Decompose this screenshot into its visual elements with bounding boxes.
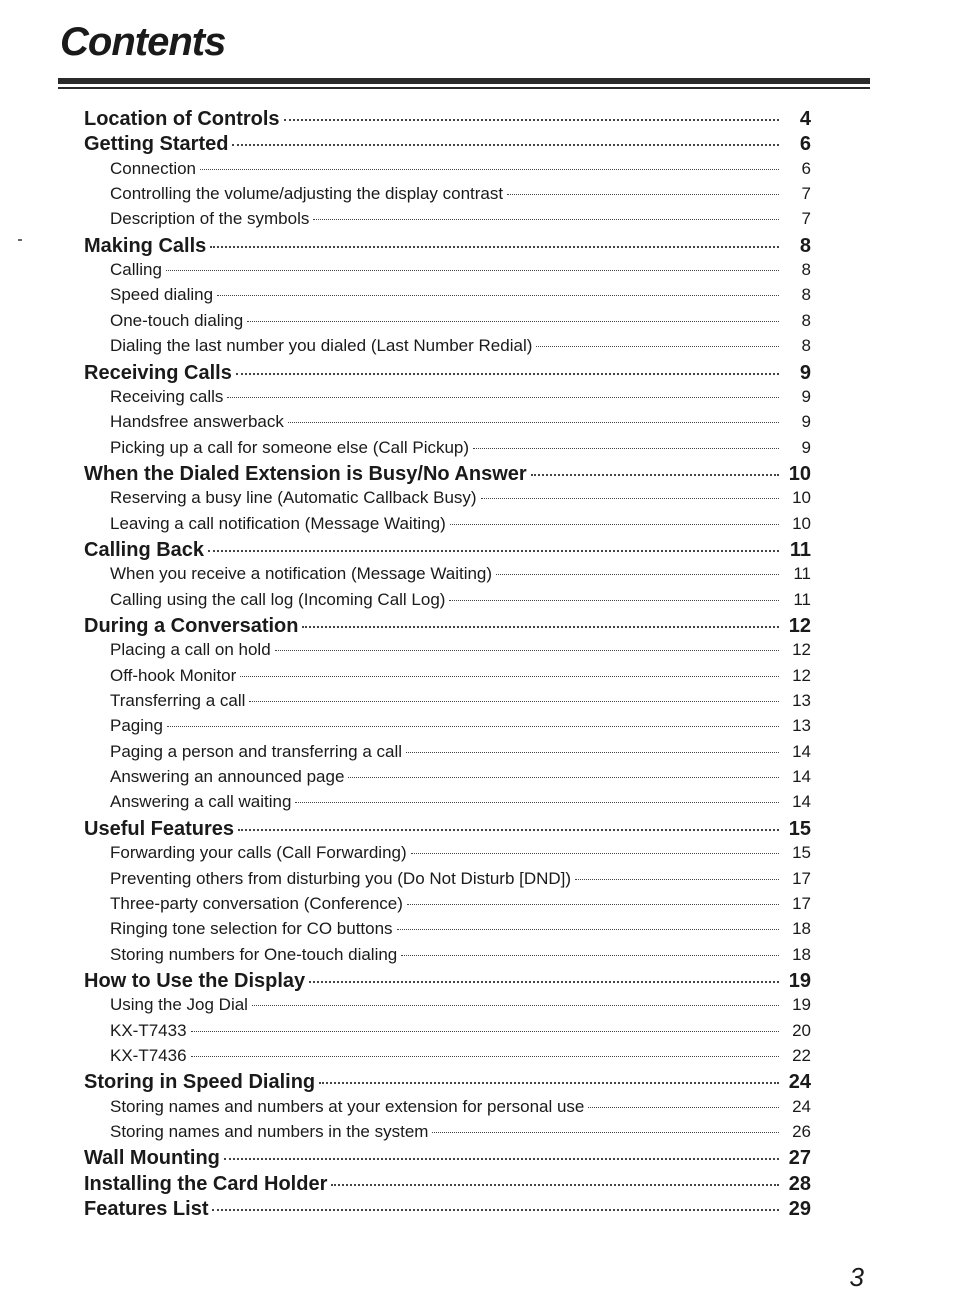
dot-leader [411,853,779,854]
dot-leader [224,1158,779,1160]
toc-subentry[interactable] [110,843,811,863]
dot-leader [212,1209,779,1211]
toc-subentry[interactable] [110,945,811,965]
toc-entry-page: 12 [792,665,811,685]
dot-leader [450,524,779,525]
dot-leader [348,777,779,778]
toc-subentry[interactable] [110,792,811,812]
dot-leader [210,246,779,248]
dot-leader [397,929,779,930]
toc-subentry[interactable] [110,1046,811,1066]
dot-leader [232,144,779,146]
toc-subentry[interactable] [110,691,811,711]
dot-leader [302,626,779,628]
toc-entry-label: Preventing others from disturbing you (Do Not Disturb [DND]) [110,868,572,888]
toc-entry-page: 8 [801,310,811,330]
toc-entry-page: 9 [801,386,811,406]
toc-entry-page: 17 [792,893,811,913]
toc-subentry[interactable] [110,488,811,508]
toc-entry-label: Receiving Calls [84,361,232,384]
toc-entry-page: 11 [793,589,811,609]
toc-entry-page: 29 [788,1198,811,1221]
dot-leader [432,1132,779,1133]
toc-entry-page: 8 [801,285,811,305]
toc-entry-page: 8 [801,336,811,356]
dot-leader [531,474,779,476]
toc-entry-label: Answering an announced page [110,767,345,787]
toc-entry-label: Placing a call on hold [110,640,271,660]
toc-subentry[interactable] [110,767,811,787]
toc-entry-page: 13 [792,716,811,736]
toc-entry-label: KX-T7433 [110,1020,187,1040]
dot-leader [496,574,779,575]
dot-leader [284,119,779,121]
toc-section-entry[interactable] [84,1173,811,1196]
toc-entry-label: Storing in Speed Dialing [84,1071,316,1094]
toc-entry-label: How to Use the Display [84,969,306,992]
toc-subentry[interactable] [110,159,811,179]
toc-entry-label: Controlling the volume/adjusting the display contrast [110,184,504,204]
toc-subentry[interactable] [110,894,811,914]
page-title: Contents [60,20,226,64]
toc-entry-page: 7 [801,184,811,204]
dot-leader [208,550,779,552]
toc-entry-page: 20 [792,1020,811,1040]
toc-entry-label: Reserving a busy line (Automatic Callback Busy) [110,488,477,508]
toc-entry-label: Dialing the last number you dialed (Last Number Redial) [110,336,533,356]
dot-leader [507,194,779,195]
toc-subentry[interactable] [110,666,811,686]
toc-subentry[interactable] [110,514,811,534]
toc-entry-page: 9 [801,412,811,432]
toc-entry-label: Description of the symbols [110,209,310,229]
dot-leader [473,448,779,449]
dot-leader [331,1184,779,1186]
toc-subentry[interactable] [110,285,811,305]
toc-entry-page: 18 [792,919,811,939]
toc-entry-label: Storing names and numbers at your extension for personal use [110,1096,585,1116]
toc-entry-page: 27 [788,1147,811,1170]
toc-entry-label: Calling [110,260,162,280]
toc-entry-label: Ringing tone selection for CO buttons [110,919,393,939]
toc-entry-page: 28 [788,1172,811,1195]
toc-subentry[interactable] [110,438,811,458]
dot-leader [238,829,779,831]
dot-leader [406,752,779,753]
dot-leader [309,981,779,983]
dot-leader [449,600,779,601]
toc-entry-label: Calling using the call log (Incoming Call Log) [110,589,446,609]
toc-entry-label: Making Calls [84,234,207,257]
toc-entry-page: 4 [799,108,811,130]
toc-entry-label: Forwarding your calls (Call Forwarding) [110,843,407,863]
toc-section-entry[interactable] [84,818,811,841]
dot-leader [217,295,779,296]
dot-leader [167,726,779,727]
toc-section-entry[interactable] [84,463,811,486]
toc-subentry[interactable] [110,919,811,939]
toc-entry-page: 13 [792,691,811,711]
toc-entry-page: 15 [792,843,811,863]
toc-entry-page: 22 [792,1045,811,1065]
toc-subentry[interactable] [110,336,811,356]
toc-subentry[interactable] [110,590,811,610]
toc-subentry[interactable] [110,640,811,660]
toc-entry-label: Paging a person and transferring a call [110,741,403,761]
toc-entry-label: Storing numbers for One-touch dialing [110,944,398,964]
toc-entry-page: 12 [792,640,811,660]
toc-entry-label: Picking up a call for someone else (Call Pickup) [110,437,470,457]
toc-entry-page: 14 [792,792,811,812]
toc-entry-page: 6 [799,133,811,156]
dot-leader [240,676,779,677]
toc-subentry[interactable] [110,869,811,889]
dot-leader [191,1031,779,1032]
toc-subentry[interactable] [110,209,811,229]
toc-entry-label: Wall Mounting [84,1147,220,1170]
dot-leader [236,373,779,375]
toc-section-entry[interactable] [84,1071,811,1094]
toc-section-entry[interactable] [84,108,811,131]
dot-leader [249,701,779,702]
toc-subentry[interactable] [110,1021,811,1041]
dot-leader [288,422,779,423]
toc-entry-page: 14 [792,741,811,761]
toc-entry-page: 8 [801,260,811,280]
toc-entry-label: Calling Back [84,538,205,561]
toc-entry-page: 14 [792,767,811,787]
toc-subentry[interactable] [110,742,811,762]
toc-entry-page: 19 [792,995,811,1015]
toc-subentry[interactable] [110,387,811,407]
dot-leader [313,219,779,220]
dot-leader [295,802,779,803]
toc-entry-label: Useful Features [84,817,235,840]
toc-section-entry[interactable] [84,362,811,385]
toc-subentry[interactable] [110,311,811,331]
toc-entry-page: 26 [792,1122,811,1141]
toc-entry-label: Speed dialing [110,285,214,305]
toc-section-entry[interactable] [84,1198,811,1221]
toc-entry-page: 10 [788,462,811,485]
toc-subentry[interactable] [110,184,811,204]
dot-leader [536,346,779,347]
dot-leader [227,397,779,398]
toc-entry-page: 24 [792,1096,811,1116]
page-number: 3 [849,1262,864,1292]
toc-entry-label: Using the Jog Dial [110,995,248,1015]
toc-subentry[interactable] [110,260,811,280]
toc-entry-label: Off-hook Monitor [110,665,237,685]
toc-section-entry[interactable] [84,133,811,156]
toc-entry-label: Receiving calls [110,386,224,406]
toc-entry-label: Handsfree answerback [110,412,284,432]
toc-entry-label: Installing the Card Holder [84,1172,328,1195]
toc-entry-label: Transferring a call [110,691,246,711]
dot-leader [481,498,779,499]
dot-leader [401,955,779,956]
toc-entry-page: 19 [788,969,811,992]
toc-entry-label: Answering a call waiting [110,792,292,812]
toc-section-entry[interactable] [84,539,811,562]
toc-entry-page: 6 [801,158,811,178]
toc-entry-label: During a Conversation [84,615,299,637]
dot-leader [252,1005,779,1006]
toc-entry-page: 11 [789,538,811,561]
toc-entry-label: One-touch dialing [110,310,244,330]
toc-entry-label: Leaving a call notification (Message Waiting) [110,513,446,533]
toc-section-entry[interactable] [84,1147,811,1170]
toc-entry-label: Location of Controls [84,108,280,130]
toc-subentry[interactable] [110,1122,811,1142]
toc-section-entry[interactable] [84,970,811,993]
toc-entry-page: 10 [792,513,811,533]
toc-entry-label: Paging [110,716,163,736]
dot-leader [575,879,779,880]
toc-section-entry[interactable] [84,235,811,258]
toc-entry-page: 17 [792,868,811,888]
dot-leader [247,321,779,322]
toc-entry-page: 15 [788,817,811,840]
toc-subentry[interactable] [110,1097,811,1117]
toc-subentry[interactable] [110,412,811,432]
toc-entry-label: KX-T7436 [110,1045,187,1065]
toc-entry-label: Getting Started [84,133,229,156]
toc-entry-page: 10 [792,488,811,508]
toc-entry-page: 9 [801,437,811,457]
toc-entry-page: 9 [799,361,811,384]
toc-entry-label: Storing names and numbers in the system [110,1122,429,1141]
dot-leader [200,169,779,170]
toc-subentry[interactable] [110,564,811,584]
dot-leader [191,1056,779,1057]
toc-section-entry[interactable] [84,615,811,638]
toc-entry-label: When you receive a notification (Message Waiting) [110,564,493,584]
dot-leader [588,1107,779,1108]
dot-leader [166,270,779,271]
dot-leader [407,904,779,905]
toc-entry-label: Connection [110,158,197,178]
toc-entry-label: Three-party conversation (Conference) [110,893,403,913]
toc-entry-page: 7 [801,209,811,229]
toc-entry-page: 11 [793,564,811,584]
toc-entry-page: 8 [799,234,811,257]
toc-entry-label: When the Dialed Extension is Busy/No Answer [84,462,527,485]
toc-entry-page: 24 [788,1071,811,1094]
toc-subentry[interactable] [110,995,811,1015]
dot-leader [275,650,779,651]
toc-subentry[interactable] [110,716,811,736]
dot-leader [319,1082,779,1084]
toc-entry-page: 12 [788,615,811,637]
toc-entry-page: 18 [792,944,811,964]
toc-entry-label: Features List [84,1198,209,1221]
